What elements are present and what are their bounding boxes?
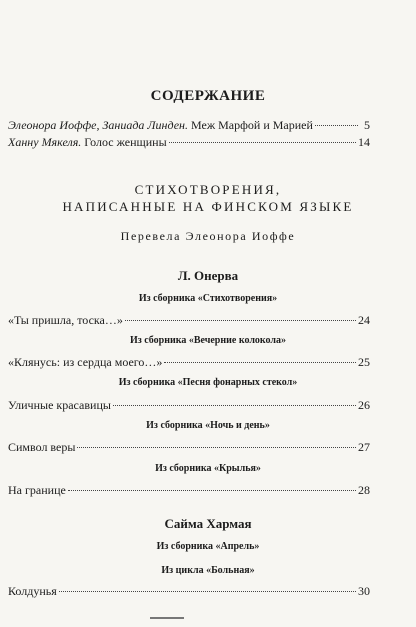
page-number: 24: [358, 313, 370, 327]
collection-heading: Из сборника «Песня фонарных стекол»: [118, 377, 298, 388]
author-heading-onerva: Л. Онерва: [177, 268, 239, 283]
toc-entry-poem[interactable]: [8, 398, 370, 413]
author-heading-harmaja: Сайма Хармая: [164, 516, 252, 531]
dot-leader: [59, 591, 356, 592]
page-number: 28: [358, 483, 370, 497]
collection-heading: Из сборника «Стихотворения»: [138, 293, 278, 304]
dot-leader: [113, 405, 356, 406]
dot-leader: [169, 142, 356, 143]
entry-title: На границе: [8, 483, 66, 497]
page-number: 26: [358, 398, 370, 412]
page-number: 25: [358, 355, 370, 369]
toc-entry-intro-1[interactable]: [8, 118, 370, 133]
toc-entry-poem[interactable]: [8, 355, 370, 370]
dot-leader: [125, 320, 356, 321]
toc-entry-intro-2[interactable]: [8, 135, 370, 150]
page-number: 5: [364, 118, 370, 132]
cycle-heading: Из цикла «Больная»: [161, 565, 255, 576]
collection-heading: Из сборника «Крылья»: [155, 463, 261, 474]
entry-title: Символ веры: [8, 440, 76, 454]
entry-title: «Клянусь: из сердца моего…»: [8, 355, 163, 369]
collection-heading: Из сборника «Ночь и день»: [146, 420, 270, 431]
dot-leader: [68, 490, 356, 491]
entry-title: Меж Марфой и Марией: [191, 118, 313, 132]
dot-leader: [315, 125, 358, 126]
page-number: 14: [358, 135, 370, 149]
entry-title: Уличные красавицы: [8, 398, 111, 412]
toc-entry-poem[interactable]: [8, 584, 370, 599]
dot-leader: [164, 362, 356, 363]
entry-title: «Ты пришла, тоска…»: [8, 313, 123, 327]
page-number: 30: [358, 584, 370, 598]
collection-heading: Из сборника «Вечерние колокола»: [129, 335, 287, 346]
entry-author: Ханну Мякеля.: [8, 135, 82, 149]
dot-leader: [77, 447, 356, 448]
translator-credit: Перевела Элеонора Иоффе: [120, 229, 296, 243]
section-heading-line1: СТИХОТВОРЕНИЯ,: [134, 182, 282, 197]
contents-title: СОДЕРЖАНИЕ: [150, 88, 266, 104]
entry-title: Колдунья: [8, 584, 57, 598]
collection-heading: Из сборника «Апрель»: [156, 541, 260, 552]
entry-author: Элеонора Иоффе, Заниада Линден.: [8, 118, 188, 132]
toc-entry-poem[interactable]: [8, 313, 370, 328]
toc-entry-poem[interactable]: [8, 440, 370, 455]
toc-entry-poem[interactable]: [8, 483, 370, 498]
page-number: 27: [358, 440, 370, 454]
entry-title: Голос женщины: [84, 135, 167, 149]
cropped-page-number-mark: [150, 617, 184, 627]
section-heading-line2: НАПИСАННЫЕ НА ФИНСКОМ ЯЗЫКЕ: [62, 199, 354, 214]
